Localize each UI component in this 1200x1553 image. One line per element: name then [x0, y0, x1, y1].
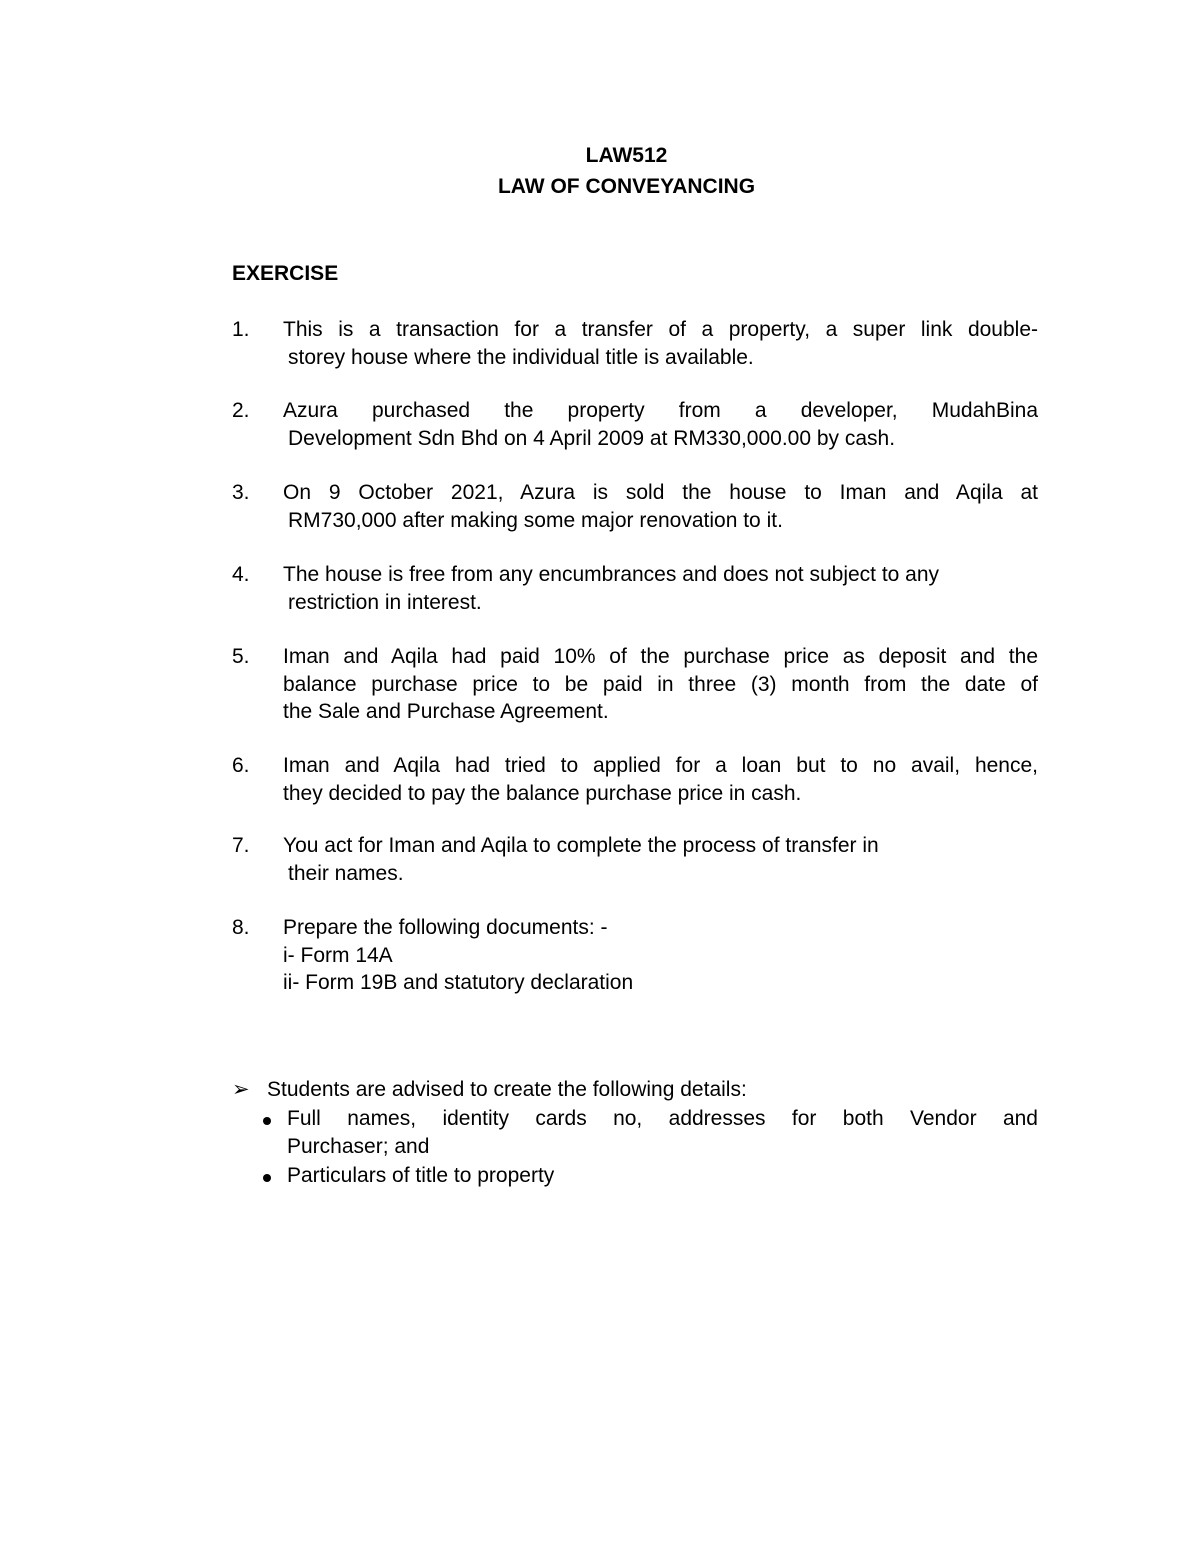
exercise-item-5	[232, 643, 1038, 726]
item-line: ii- Form 19B and statutory declaration	[283, 971, 634, 994]
item-number: 2.	[232, 399, 250, 422]
bullet-dot-icon	[263, 1174, 271, 1182]
item-line: balance purchase price to be paid in three (3) month from the date of	[283, 672, 1038, 696]
item-line: Azura purchased the property from a developer, MudahBina	[283, 399, 1038, 422]
arrow-bullet-icon: ➢	[232, 1078, 250, 1101]
item-line: Prepare the following documents: -	[283, 916, 608, 939]
exercise-item-3	[232, 479, 1038, 534]
item-number: 7.	[232, 834, 250, 857]
bullet-line: Purchaser; and	[287, 1135, 430, 1158]
item-line: storey house where the individual title is available.	[288, 345, 754, 369]
item-line: Iman and Aqila had paid 10% of the purchase price as deposit and the	[283, 645, 1038, 668]
item-line: Iman and Aqila had tried to applied for a loan but to no avail, hence,	[283, 754, 1038, 777]
advice-block	[232, 1076, 1038, 1190]
item-number: 6.	[232, 754, 250, 777]
item-line: Development Sdn Bhd on 4 April 2009 at RM330,000.00 by cash.	[288, 426, 896, 450]
item-line: i- Form 14A	[283, 943, 393, 967]
item-line: the Sale and Purchase Agreement.	[283, 700, 609, 723]
advice-lead: Students are advised to create the following details:	[267, 1078, 747, 1101]
item-line: On 9 October 2021, Azura is sold the house to Iman and Aqila at	[283, 481, 1038, 504]
item-line: restriction in interest.	[288, 590, 482, 614]
bullet-line: Full names, identity cards no, addresses for both Vendor and	[287, 1106, 1038, 1130]
item-number: 3.	[232, 481, 250, 504]
exercise-item-6	[232, 752, 1038, 807]
item-line: RM730,000 after making some major renovation to it.	[288, 508, 783, 532]
item-number: 1.	[232, 318, 250, 341]
item-number: 5.	[232, 645, 250, 668]
bullet-dot-icon	[263, 1117, 271, 1125]
bullet-line: Particulars of title to property	[287, 1163, 555, 1187]
item-line: they decided to pay the balance purchase price in cash.	[283, 781, 802, 805]
item-line: You act for Iman and Aqila to complete the process of transfer in	[283, 834, 879, 857]
exercise-item-1	[232, 316, 1038, 371]
item-line: their names.	[288, 861, 404, 885]
course-code: LAW512	[585, 144, 668, 167]
exercise-item-2	[232, 397, 1038, 452]
exercise-item-8	[232, 914, 1038, 997]
advice-bullet-1	[287, 1105, 1038, 1162]
exercise-item-7	[232, 832, 1038, 887]
course-title: LAW OF CONVEYANCING	[497, 175, 756, 198]
item-number: 8.	[232, 916, 250, 939]
item-number: 4.	[232, 563, 250, 586]
section-title: EXERCISE	[232, 262, 339, 285]
item-line: The house is free from any encumbrances and does not subject to any	[283, 563, 940, 586]
exercise-item-4	[232, 561, 1038, 616]
advice-bullet-2	[287, 1162, 1038, 1191]
item-line: This is a transaction for a transfer of a property, a super link double-	[283, 318, 1038, 341]
